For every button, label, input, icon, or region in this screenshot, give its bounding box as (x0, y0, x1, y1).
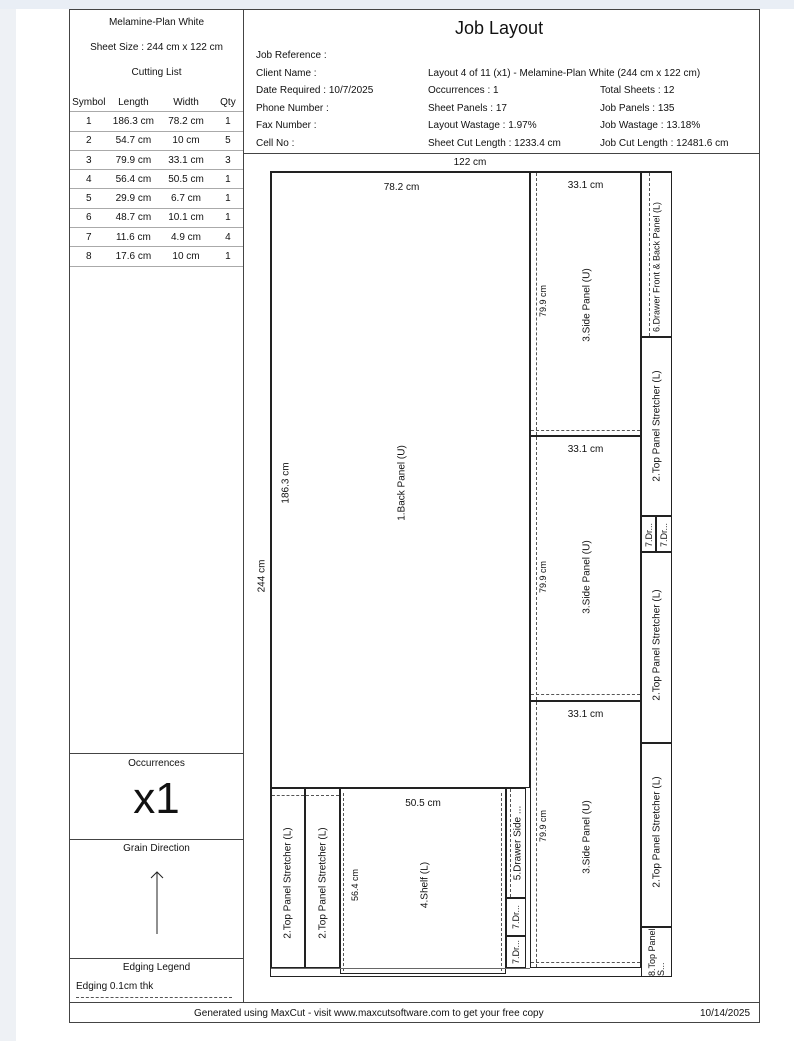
viewer-left-gutter (0, 9, 16, 1041)
table-row (70, 131, 243, 150)
table-row (70, 150, 243, 169)
cutting-list-table (70, 93, 243, 267)
small-piece-label: 7.Dr... (511, 939, 521, 965)
stretcher-panel (641, 743, 672, 927)
table-cell: 10 cm (159, 247, 213, 266)
stretcher-label: 2.Top Panel Stretcher (L) (317, 827, 329, 939)
client-name: Client Name : (256, 68, 317, 79)
small-drawer-piece (641, 516, 656, 552)
sheet-size: Sheet Size : 244 cm x 122 cm (90, 42, 223, 53)
table-row (70, 208, 243, 227)
shelf-panel (340, 788, 506, 974)
table-cell: 3 (70, 150, 108, 169)
column-header: Width (159, 93, 213, 112)
drawer-front-back-panel (641, 172, 672, 337)
occurrences-count: Occurrences : 1 (428, 85, 499, 96)
side-panel (530, 172, 641, 436)
edging-note: Edging 0.1cm thk (76, 981, 154, 992)
sheet-cut-length: Sheet Cut Length : 1233.4 cm (428, 138, 561, 149)
material-name: Melamine-Plan White (108, 17, 205, 28)
kerf-line (271, 968, 530, 969)
stretcher-panel (305, 788, 340, 968)
table-cell: 5 (213, 131, 243, 150)
side-panel-label: 3.Side Panel (U) (581, 800, 593, 874)
date-required: Date Required : 10/7/2025 (256, 85, 374, 96)
table-row (70, 247, 243, 266)
edging-sample-line (76, 997, 232, 998)
table-cell: 6 (70, 208, 108, 227)
job-wastage: Job Wastage : 13.18% (600, 120, 701, 131)
top-panel-s-label: 8.Top Panel S... (647, 928, 666, 976)
small-piece-label: 7.Dr... (644, 522, 654, 548)
small-drawer-piece (656, 516, 672, 552)
sheet-panels: Sheet Panels : 17 (428, 103, 507, 114)
back-panel-width: 78.2 cm (383, 182, 420, 193)
small-piece-label: 7.Dr... (511, 904, 521, 930)
footer-divider (70, 1002, 760, 1003)
table-row (70, 228, 243, 247)
divider (70, 753, 243, 754)
small-drawer-piece (506, 898, 526, 936)
table-cell: 186.3 cm (108, 112, 160, 131)
table-cell: 79.9 cm (108, 150, 160, 169)
phone-number: Phone Number : (256, 103, 329, 114)
left-column-border (243, 10, 244, 1002)
sheet-width-label: 122 cm (453, 157, 487, 168)
table-cell: 3 (213, 150, 243, 169)
divider (70, 958, 243, 959)
column-header: Length (108, 93, 160, 112)
table-cell: 10 cm (159, 131, 213, 150)
grain-arrow-icon (145, 868, 169, 938)
stretcher-label: 2.Top Panel Stretcher (L) (651, 589, 663, 701)
table-cell: 2 (70, 131, 108, 150)
side-panel (530, 436, 641, 701)
table-cell: 5 (70, 189, 108, 208)
stretcher-panel (271, 788, 305, 968)
table-cell: 54.7 cm (108, 131, 160, 150)
table-cell: 1 (213, 189, 243, 208)
sheet-length-label: 244 cm (256, 559, 268, 593)
back-panel (271, 172, 530, 788)
table-header-row (70, 93, 243, 112)
back-panel-length: 186.3 cm (280, 462, 292, 504)
table-row (70, 112, 243, 131)
table-cell: 1 (213, 247, 243, 266)
occurrences-label: Occurrences (128, 758, 185, 769)
page-title: Job Layout (455, 18, 544, 38)
table-cell: 1 (213, 170, 243, 189)
job-reference: Job Reference : (256, 50, 327, 61)
stretcher-panel (641, 337, 672, 516)
drawer-side-panel (506, 788, 526, 898)
job-panels: Job Panels : 135 (600, 103, 675, 114)
window-top-bar (0, 0, 794, 9)
table-cell: 4 (70, 170, 108, 189)
stretcher-label: 2.Top Panel Stretcher (L) (651, 776, 663, 888)
small-drawer-piece (506, 936, 526, 968)
small-piece-label: 7.Dr... (659, 522, 669, 548)
stretcher-label: 2.Top Panel Stretcher (L) (651, 370, 663, 482)
edging-legend-label: Edging Legend (122, 962, 191, 973)
table-cell: 11.6 cm (108, 228, 160, 247)
table-row (70, 189, 243, 208)
table-cell: 10.1 cm (159, 208, 213, 227)
footer-generated-text: Generated using MaxCut - visit www.maxcutsoftware.com to get your free copy (194, 1008, 544, 1019)
top-panel-s-piece (641, 927, 672, 977)
table-cell: 1 (213, 112, 243, 131)
table-cell: 56.4 cm (108, 170, 160, 189)
side-panel-length: 79.9 cm (538, 284, 548, 318)
header-divider (243, 153, 760, 154)
footer-date: 10/14/2025 (700, 1008, 751, 1019)
cell-number: Cell No : (256, 138, 295, 149)
table-cell: 4 (213, 228, 243, 247)
occurrences-value: x1 (133, 774, 180, 823)
side-panel (530, 701, 641, 968)
grain-direction-label: Grain Direction (123, 843, 190, 854)
shelf-width: 50.5 cm (405, 798, 441, 809)
drawer-side-label: 5.Drawer Side ... (512, 805, 524, 881)
table-cell: 1 (213, 208, 243, 227)
shelf-length: 56.4 cm (350, 868, 360, 902)
total-sheets: Total Sheets : 12 (600, 85, 675, 96)
table-row (70, 170, 243, 189)
table-cell: 50.5 cm (159, 170, 213, 189)
table-cell: 1 (70, 112, 108, 131)
column-header: Symbol (70, 93, 108, 112)
layout-wastage: Layout Wastage : 1.97% (428, 120, 537, 131)
table-cell: 4.9 cm (159, 228, 213, 247)
side-panel-length: 79.9 cm (538, 809, 548, 843)
divider (70, 839, 243, 840)
layout-info: Layout 4 of 11 (x1) - Melamine-Plan White (244 cm x 122 cm) (428, 68, 701, 79)
cutting-list-title: Cutting List (131, 67, 182, 78)
side-panel-length: 79.9 cm (538, 560, 548, 594)
report-page (69, 9, 760, 1023)
side-panel-width: 33.1 cm (567, 180, 604, 191)
table-cell: 8 (70, 247, 108, 266)
table-cell: 6.7 cm (159, 189, 213, 208)
job-cut-length: Job Cut Length : 12481.6 cm (600, 138, 729, 149)
table-cell: 33.1 cm (159, 150, 213, 169)
fax-number: Fax Number : (256, 120, 317, 131)
column-header: Qty (213, 93, 243, 112)
side-panel-width: 33.1 cm (567, 444, 604, 455)
stretcher-label: 2.Top Panel Stretcher (L) (282, 827, 294, 939)
side-panel-label: 3.Side Panel (U) (581, 540, 593, 614)
side-panel-width: 33.1 cm (567, 709, 604, 720)
shelf-label: 4.Shelf (L) (419, 861, 431, 909)
back-panel-label: 1.Back Panel (U) (396, 445, 408, 521)
drawer-front-back-label: 6.Drawer Front & Back Panel (L) (651, 201, 662, 332)
side-panel-label: 3.Side Panel (U) (581, 268, 593, 342)
table-cell: 48.7 cm (108, 208, 160, 227)
table-cell: 29.9 cm (108, 189, 160, 208)
table-cell: 17.6 cm (108, 247, 160, 266)
table-cell: 7 (70, 228, 108, 247)
stretcher-panel (641, 552, 672, 743)
table-cell: 78.2 cm (159, 112, 213, 131)
